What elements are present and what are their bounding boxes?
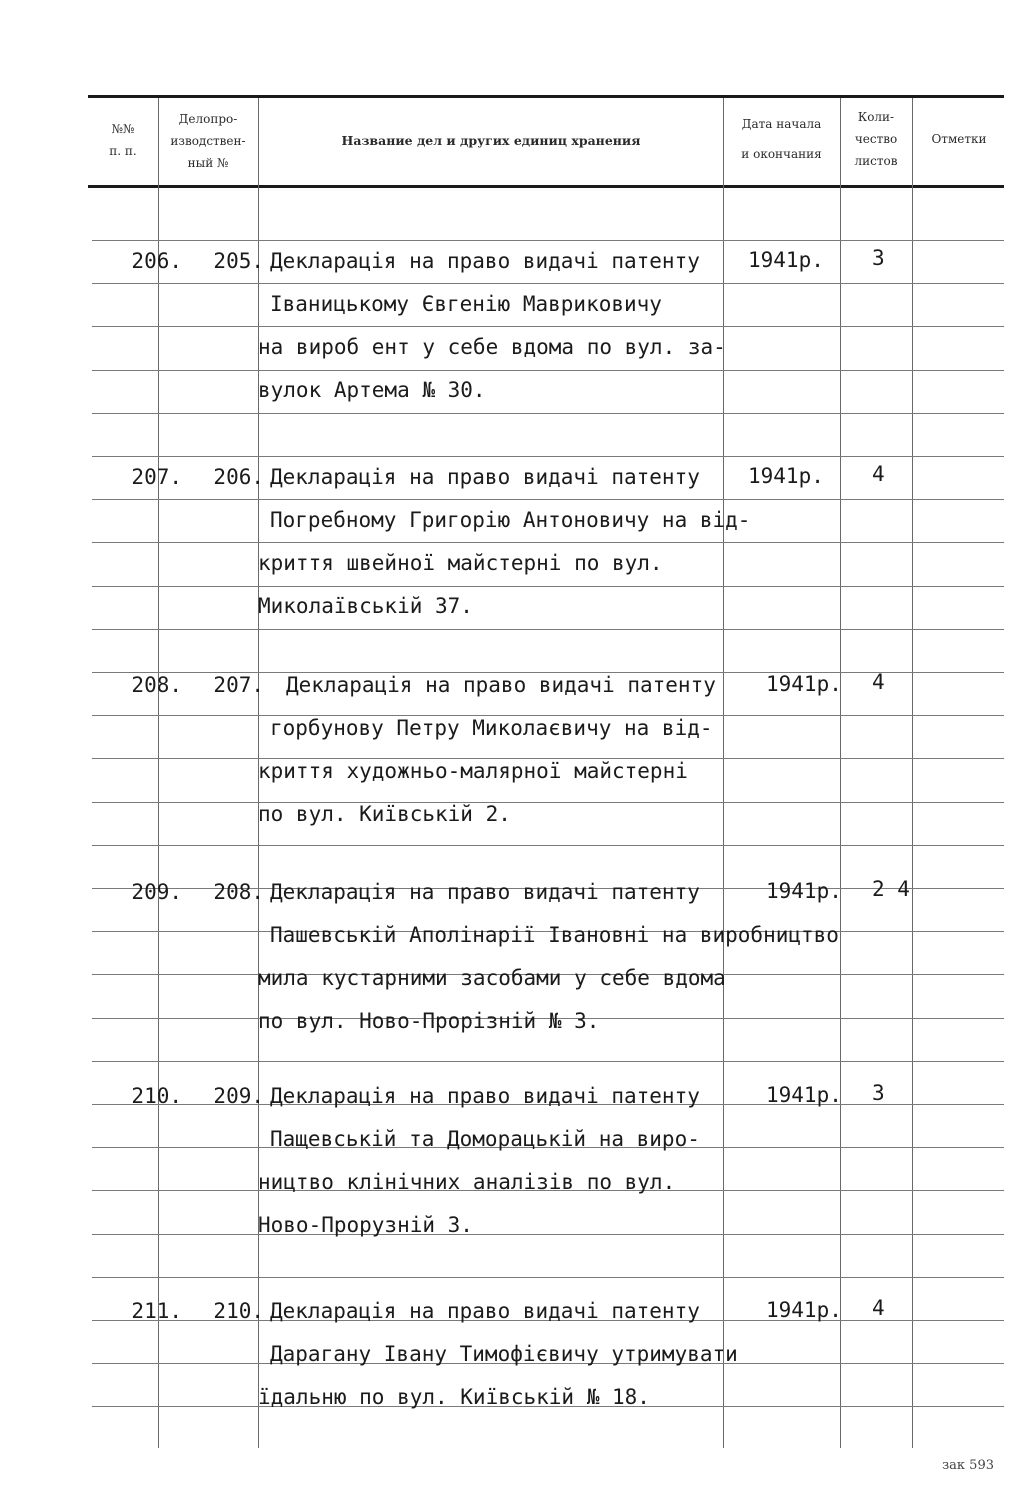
col-divider-1	[158, 98, 159, 1448]
entry-text-line: Декларація на право видачі патенту	[270, 249, 700, 273]
header-top-rule	[88, 95, 1004, 98]
entry-sheet-count: 4	[872, 670, 885, 694]
entry-text-line: на вироб ент у себе вдома по вул. за-	[258, 335, 726, 359]
entry-text-line: Миколаївській 37.	[258, 594, 473, 618]
ruled-line	[92, 542, 1004, 543]
ruled-line	[92, 456, 1004, 457]
entry-date: 1941р.	[766, 1298, 842, 1322]
entry-text-line: Декларація на право видачі патенту	[270, 880, 700, 904]
ruled-line	[92, 802, 1004, 803]
header-col-num: №№ п. п.	[109, 122, 137, 158]
entry-date: 1941р.	[748, 248, 824, 272]
entry-sheet-count: 4	[872, 1296, 885, 1320]
office-number: 207.	[213, 673, 264, 697]
office-number: 210.	[213, 1299, 264, 1323]
entry-text-line: Пашевській Аполінарії Івановні на виробництво	[270, 923, 839, 947]
entry-text-line: горбунову Петру Миколаєвичу на від-	[270, 716, 713, 740]
ruled-line	[92, 629, 1004, 630]
footer-note: зак 593	[942, 1458, 994, 1473]
header-col-title: Название дел и других единиц хранения	[341, 133, 641, 148]
entry-date: 1941р.	[766, 1083, 842, 1107]
entry-number: 209.	[131, 880, 182, 904]
entry-sheet-count: 3	[872, 246, 885, 270]
entry-sheet-count: 4	[872, 462, 885, 486]
ruled-line	[92, 240, 1004, 241]
entry-text-line: Декларація на право видачі патенту	[270, 1084, 700, 1108]
ruled-line	[92, 413, 1004, 414]
office-number: 206.	[213, 465, 264, 489]
col-divider-3	[723, 98, 724, 1448]
entry-sheet-count: 3	[872, 1081, 885, 1105]
entry-text-line: вулок Артема № 30.	[258, 378, 486, 402]
entry-number: 208.	[131, 673, 182, 697]
entry-text-line: криття художньо-малярної майстерні	[258, 759, 688, 783]
ruled-line	[92, 1277, 1004, 1278]
entry-date: 1941р.	[748, 464, 824, 488]
ruled-line	[92, 499, 1004, 500]
ruled-line	[92, 283, 1004, 284]
entry-text-line: Декларація на право видачі патенту	[286, 673, 716, 697]
entry-number: 211.	[131, 1299, 182, 1323]
entry-text-line: по вул. Ново-Прорізній № 3.	[258, 1009, 600, 1033]
entry-text-line: Іваницькому Євгенію Мавриковичу	[270, 292, 662, 316]
header-col-notes: Отметки	[931, 132, 987, 146]
header-col-date: Дата начала и окончания	[741, 117, 822, 161]
entry-number: 207.	[131, 465, 182, 489]
header-col-office: Делопро- изводствен- ный №	[170, 112, 246, 170]
col-divider-5	[912, 98, 913, 1448]
entry-text-line: мила кустарними засобами у себе вдома	[258, 966, 726, 990]
entry-text-line: Декларація на право видачі патенту	[270, 465, 700, 489]
ruled-line	[92, 370, 1004, 371]
entry-text-line: їдальню по вул. Київській № 18.	[258, 1385, 650, 1409]
entry-text-line: Пащевській та Доморацькій на виро-	[270, 1127, 700, 1151]
ruled-line	[92, 1061, 1004, 1062]
entry-text-line: по вул. Київській 2.	[258, 802, 511, 826]
ruled-line	[92, 586, 1004, 587]
ruled-line	[92, 845, 1004, 846]
entry-text-line: Ново-Прорузній 3.	[258, 1213, 473, 1237]
col-divider-4	[840, 98, 841, 1448]
entry-date: 1941р.	[766, 879, 842, 903]
entry-date: 1941р.	[766, 672, 842, 696]
header-bottom-rule	[88, 185, 1004, 188]
entry-number: 210.	[131, 1084, 182, 1108]
entry-number: 206.	[131, 249, 182, 273]
office-number: 209.	[213, 1084, 264, 1108]
entry-text-line: ництво клінічних аналізів по вул.	[258, 1170, 676, 1194]
entry-text-line: Декларація на право видачі патенту	[270, 1299, 700, 1323]
ruled-line	[92, 326, 1004, 327]
entry-sheet-count: 2 4	[872, 877, 910, 901]
header-col-count: Коли- чество листов	[854, 110, 898, 168]
entry-text-line: криття швейної майстерні по вул.	[258, 551, 663, 575]
ruled-line	[92, 1234, 1004, 1235]
office-number: 208.	[213, 880, 264, 904]
entry-text-line: Дарагану Івану Тимофієвичу утримувати	[270, 1342, 738, 1366]
entry-text-line: Погребному Григорію Антоновичу на від-	[270, 508, 751, 532]
office-number: 205.	[213, 249, 264, 273]
